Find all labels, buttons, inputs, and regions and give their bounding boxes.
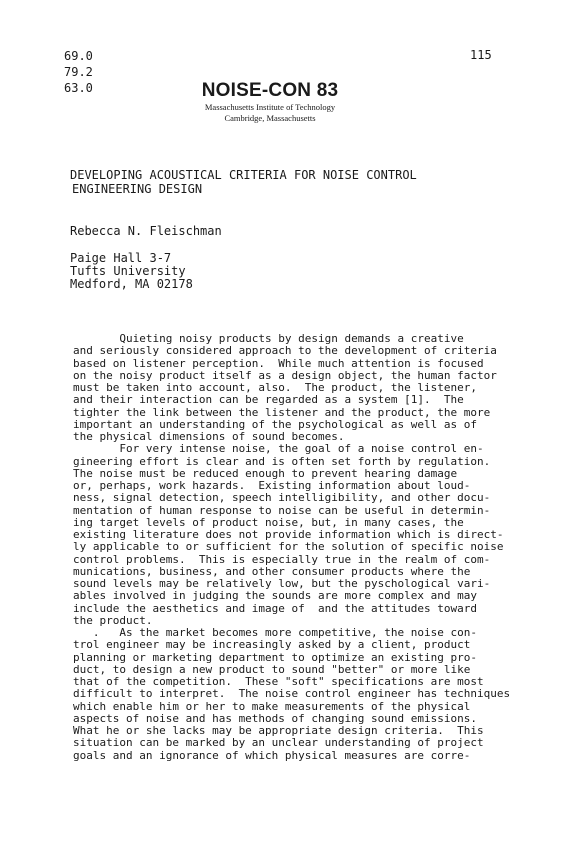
- body-line: gineering effort is clear and is often set forth by regulation.: [73, 454, 491, 468]
- body-line: the product.: [73, 613, 153, 627]
- author-name: Rebecca N. Fleischman: [70, 224, 222, 238]
- body-line: trol engineer may be increasingly asked by a client, product: [73, 638, 471, 652]
- body-line: ly applicable to or sufficient for the solution of specific noise: [73, 540, 504, 554]
- body-line: situation can be marked by an unclear understanding of project: [73, 736, 484, 750]
- page-number: 115: [470, 48, 492, 62]
- code-line: 63.0: [64, 81, 93, 95]
- code-line: 69.0: [64, 49, 93, 63]
- body-line: existing literature does not provide information which is direct-: [73, 528, 504, 541]
- body-line: important an understanding of the psychological as well as of: [73, 417, 477, 431]
- body-line: on the noisy product itself as a design object, the human factor: [73, 368, 497, 382]
- conference-institution: Massachusetts Institute of Technology: [204, 102, 336, 112]
- code-line: 79.2: [64, 65, 93, 79]
- body-line: For very intense noise, the goal of a noise control en-: [73, 442, 484, 456]
- body-line: Quieting noisy products by design demands a creative: [73, 332, 464, 345]
- body-line: difficult to interpret. The noise control engineer has techniques: [73, 687, 511, 701]
- body-line: tighter the link between the listener and the product, the more: [73, 405, 491, 419]
- body-line: The noise must be reduced enough to prevent hearing damage: [73, 466, 458, 480]
- body-line: . As the market becomes more competitive, the noise con-: [73, 626, 477, 639]
- conference-location: Cambridge, Massachusetts: [224, 113, 316, 123]
- body-line: ing target levels of product noise, but, in many cases, the: [73, 515, 464, 529]
- body-line: which enable him or her to make measurements of the physical: [73, 699, 471, 713]
- address-line: Medford, MA 02178: [70, 277, 193, 291]
- body-line: include the aesthetics and image of and the attitudes toward: [73, 601, 477, 615]
- body-line: What he or she lacks may be appropriate design criteria. This: [73, 724, 484, 737]
- body-line: must be taken into account, also. The product, the listener,: [73, 381, 477, 394]
- body-line: planning or marketing department to optimize an existing pro-: [73, 650, 477, 664]
- body-line: or, perhaps, work hazards. Existing information about loud-: [73, 479, 471, 492]
- classification-codes: [64, 48, 93, 96]
- body-line: that of the competition. These "soft" specifications are most: [73, 675, 484, 688]
- paper-title-line: DEVELOPING ACOUSTICAL CRITERIA FOR NOISE CONTROL: [70, 168, 417, 182]
- body-line: ness, signal detection, speech intelligibility, and other docu-: [73, 491, 491, 505]
- body-line: munications, business, and other consumer products where the: [73, 564, 471, 578]
- paper-title: [70, 168, 417, 196]
- conference-header: [150, 80, 390, 124]
- body-line: based on listener perception. While much attention is focused: [73, 356, 484, 370]
- body-text: [73, 333, 510, 762]
- body-line: aspects of noise and has methods of changing sound emissions.: [73, 711, 477, 725]
- body-line: and their interaction can be regarded as a system [1]. The: [73, 393, 464, 407]
- body-line: sound levels may be relatively low, but the pyschological vari-: [73, 577, 491, 590]
- body-line: and seriously considered approach to the development of criteria: [73, 344, 497, 358]
- author-address: [70, 252, 193, 291]
- body-line: control problems. This is especially true in the realm of com-: [73, 552, 491, 566]
- body-line: ables involved in judging the sounds are more complex and may: [73, 589, 477, 603]
- address-line: Tufts University: [70, 264, 186, 278]
- address-line: Paige Hall 3-7: [70, 251, 172, 265]
- conference-title: NOISE-CON 83: [201, 80, 339, 101]
- body-line: the physical dimensions of sound becomes.: [73, 430, 345, 443]
- body-line: goals and an ignorance of which physical measures are corre-: [73, 748, 471, 762]
- paper-title-line: ENGINEERING DESIGN: [72, 182, 203, 196]
- body-line: duct, to design a new product to sound "better" or more like: [73, 662, 471, 676]
- body-line: mentation of human response to noise can be useful in determin-: [73, 503, 491, 517]
